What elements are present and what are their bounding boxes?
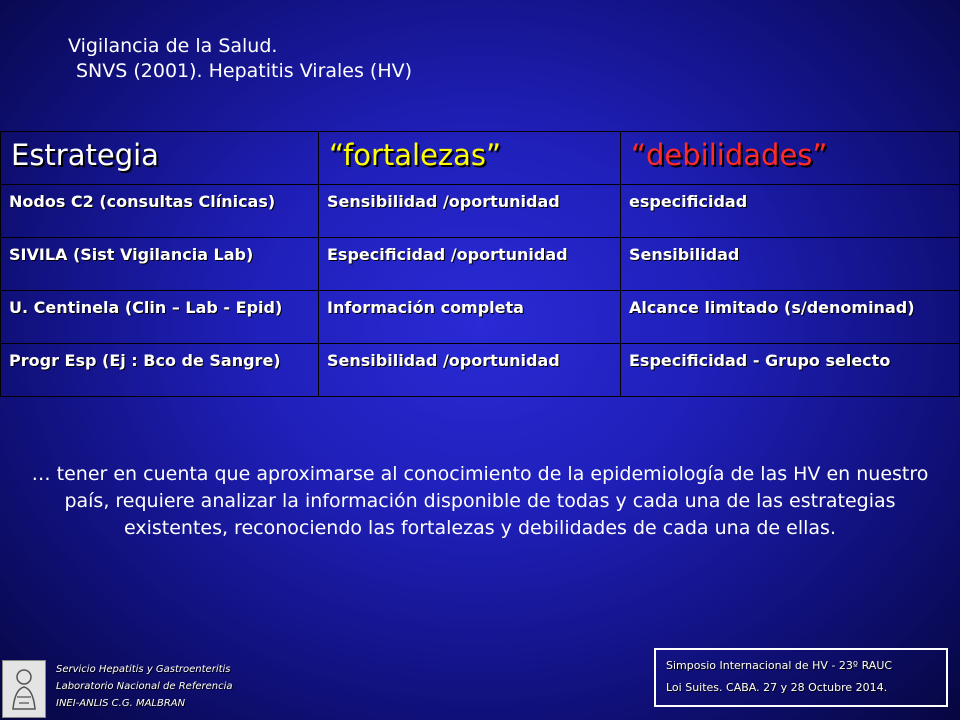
cell-strength: Sensibilidad /oportunidad	[319, 185, 621, 238]
header-estrategia: Estrategia	[1, 132, 319, 185]
cell-weakness: especificidad	[621, 185, 960, 238]
conclusion-note: … tener en cuenta que aproximarse al conocimiento de la epidemiología de las HV en nuestro país, requiere analizar la información disponible de todas y cada una de las estrategias existentes, reconociendo las fortalezas y debilidades de cada una de ellas.	[31, 463, 929, 539]
cell-weakness: Sensibilidad	[621, 238, 960, 291]
cell-weakness: Especificidad - Grupo selecto	[621, 344, 960, 397]
cell-strength: Especificidad /oportunidad	[319, 238, 621, 291]
cell-weakness: Alcance limitado (s/denominad)	[621, 291, 960, 344]
cell-strategy: Progr Esp (Ej : Bco de Sangre)	[1, 344, 319, 397]
event-line-2: Loi Suites. CABA. 27 y 28 Octubre 2014.	[666, 681, 888, 694]
header-debilidades: “debilidades”	[621, 132, 960, 185]
institution-credits	[56, 661, 233, 712]
table-row	[1, 344, 960, 397]
cell-strategy: Nodos C2 (consultas Clínicas)	[1, 185, 319, 238]
header-line-2: SNVS (2001). Hepatitis Virales (HV)	[76, 60, 413, 82]
table-header-row	[1, 132, 960, 185]
cell-strength: Información completa	[319, 291, 621, 344]
cell-strategy: U. Centinela (Clin – Lab - Epid)	[1, 291, 319, 344]
event-line-1: Simposio Internacional de HV - 23º RAUC	[666, 659, 893, 672]
table-row	[1, 238, 960, 291]
credits-line-2: Laboratorio Nacional de Referencia	[56, 681, 233, 692]
credits-line-3: INEI-ANLIS C.G. MALBRAN	[56, 698, 186, 709]
slide-header	[68, 34, 412, 84]
strategy-table	[0, 131, 960, 397]
cell-strategy: SIVILA (Sist Vigilancia Lab)	[1, 238, 319, 291]
event-info-box	[654, 648, 948, 707]
cell-strength: Sensibilidad /oportunidad	[319, 344, 621, 397]
header-fortalezas: “fortalezas”	[319, 132, 621, 185]
institution-logo-icon	[2, 660, 46, 718]
table-row	[1, 185, 960, 238]
table-row	[1, 291, 960, 344]
header-line-1: Vigilancia de la Salud.	[68, 35, 278, 57]
credits-line-1: Servicio Hepatitis y Gastroenteritis	[56, 664, 231, 675]
